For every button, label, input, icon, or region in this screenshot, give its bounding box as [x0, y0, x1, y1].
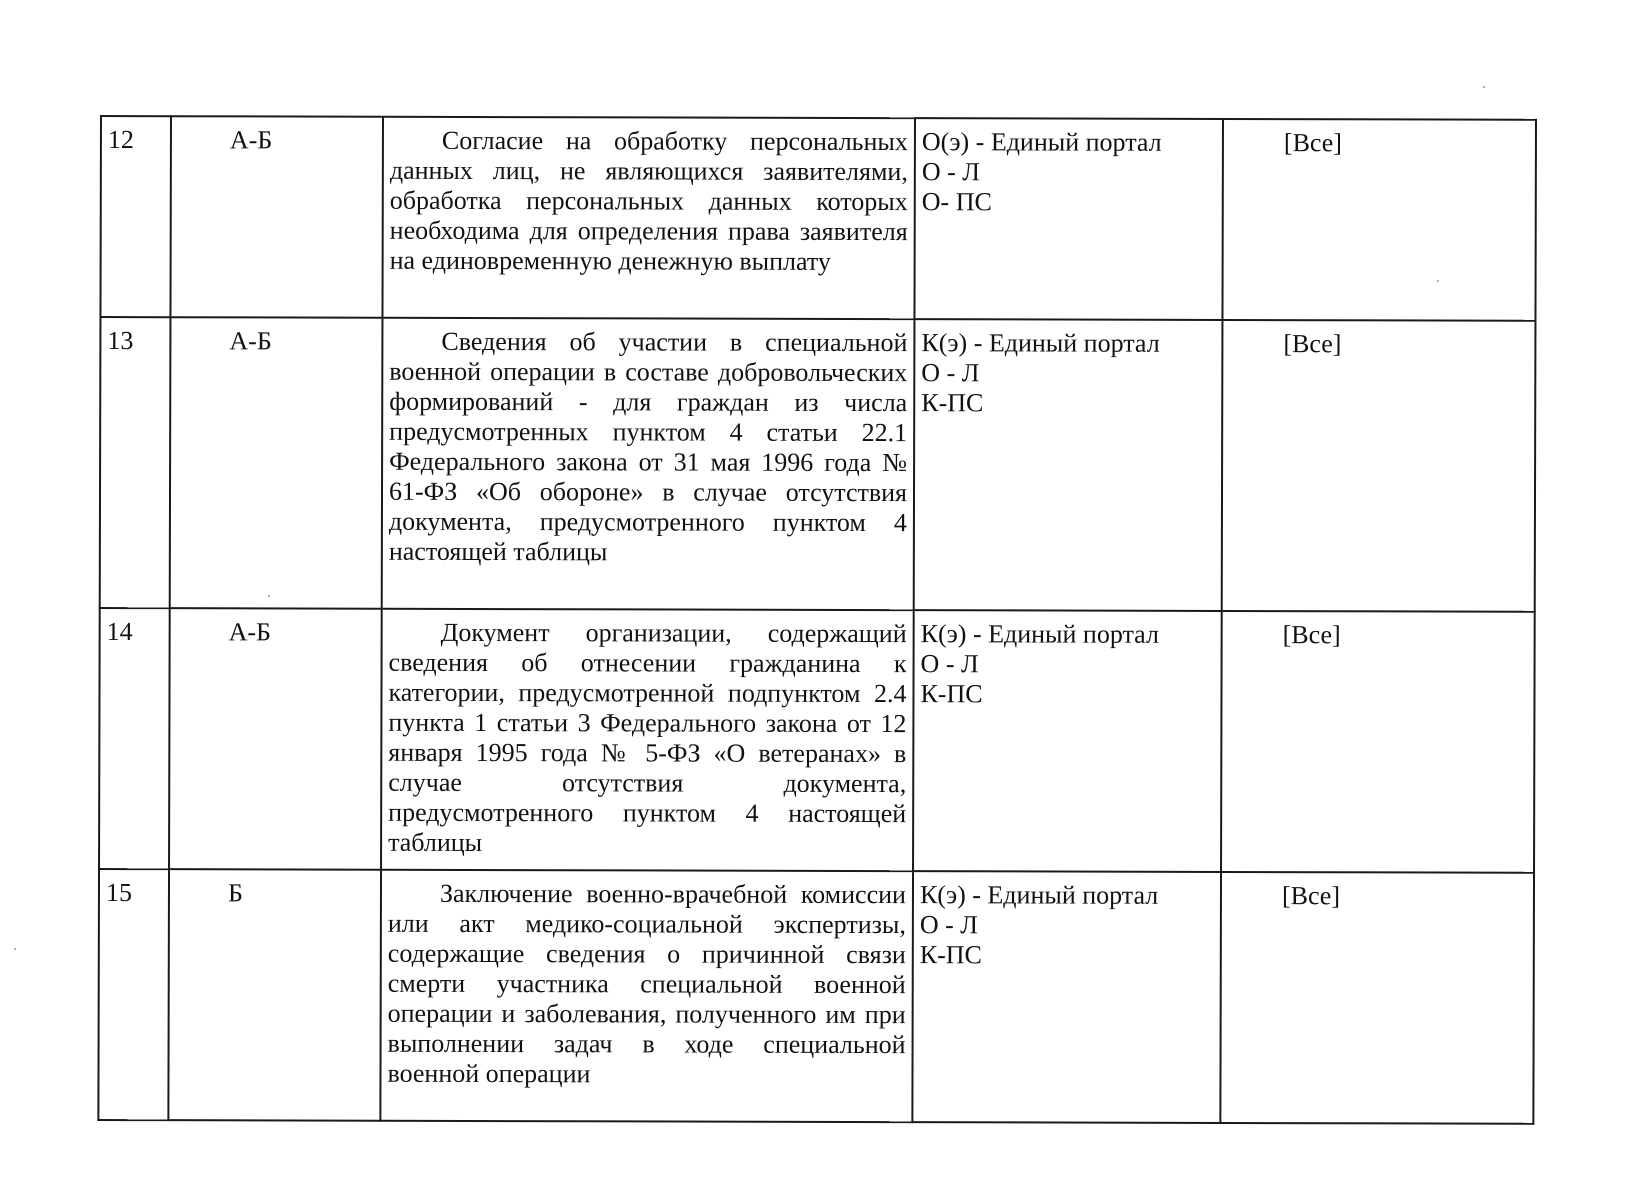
submission-form — [914, 319, 1223, 611]
submission-form — [913, 610, 1222, 872]
submission-form-line: О(э) - Единый портал — [921, 127, 1162, 157]
submission-form — [912, 871, 1221, 1123]
applicability: [Все] — [1221, 611, 1535, 873]
submission-form-line: К-ПС — [919, 940, 982, 970]
table-row — [100, 317, 1536, 612]
applicant-category: А-Б — [170, 317, 383, 609]
documents-table — [97, 115, 1537, 1125]
applicability: [Все] — [1220, 872, 1534, 1124]
submission-form-line: К-ПС — [921, 388, 984, 418]
document-description: Сведения об участии в специальной военной операции в составе добровольческих формирований - для граждан из числа предусмотренных пунктом 4 статьи 22.1 Федерального закона от 31 мая 1996 года № 61-ФЗ «Об обороне» в случае отсутствия документа, предусмотренного пунктом 4 настоящей таблицы — [382, 318, 915, 610]
submission-form-line: О - Л — [921, 358, 980, 388]
applicability: [Все] — [1222, 320, 1536, 612]
row-number: 15 — [98, 869, 169, 1120]
applicability: [Все] — [1222, 119, 1536, 321]
applicant-category: А-Б — [170, 116, 383, 318]
row-number: 13 — [100, 317, 171, 608]
submission-form-line: К(э) - Единый портал — [921, 328, 1160, 358]
scan-speck — [268, 595, 270, 597]
table-row — [100, 116, 1536, 321]
row-number: 14 — [99, 608, 170, 869]
table-row — [99, 608, 1535, 873]
submission-form-line: К-ПС — [920, 679, 983, 709]
submission-form-line: О - Л — [920, 649, 979, 679]
scan-speck — [14, 948, 16, 950]
submission-form-line: О- ПС — [921, 187, 992, 217]
table-row — [98, 869, 1534, 1124]
applicant-category: А-Б — [169, 608, 382, 870]
submission-form-line: О - Л — [921, 157, 980, 187]
scan-speck — [1483, 86, 1485, 88]
document-description: Согласие на обработку персональных данных лиц, не являющихся заявителями, обработка персональных данных которых необходима для определения права заявителя на единовременную денежную выплату — [382, 117, 915, 319]
scan-speck — [1437, 280, 1439, 282]
submission-form-line: О - Л — [919, 910, 978, 940]
applicant-category: Б — [168, 869, 381, 1121]
document-description: Заключение военно-врачебной комиссии или акт медико-социальной экспертизы, содержащие сведения о причинной связи смерти участника специальной военной операции и заболевания, полученного им при выполнении задач в ходе специальной военной операции — [380, 870, 913, 1122]
submission-form-line: К(э) - Единый портал — [919, 880, 1159, 910]
row-number: 12 — [100, 116, 171, 317]
submission-form-line: К(э) - Единый портал — [920, 619, 1159, 649]
submission-form — [914, 118, 1223, 320]
document-description: Документ организации, содержащий сведения об отнесении гражданина к категории, предусмотренной подпунктом 2.4 пункта 1 статьи 3 Федерального закона от 12 января 1995 года № 5-ФЗ «О ветеранах» в случае отсутствия документа, предусмотренного пунктом 4 настоящей таблицы — [381, 609, 914, 871]
